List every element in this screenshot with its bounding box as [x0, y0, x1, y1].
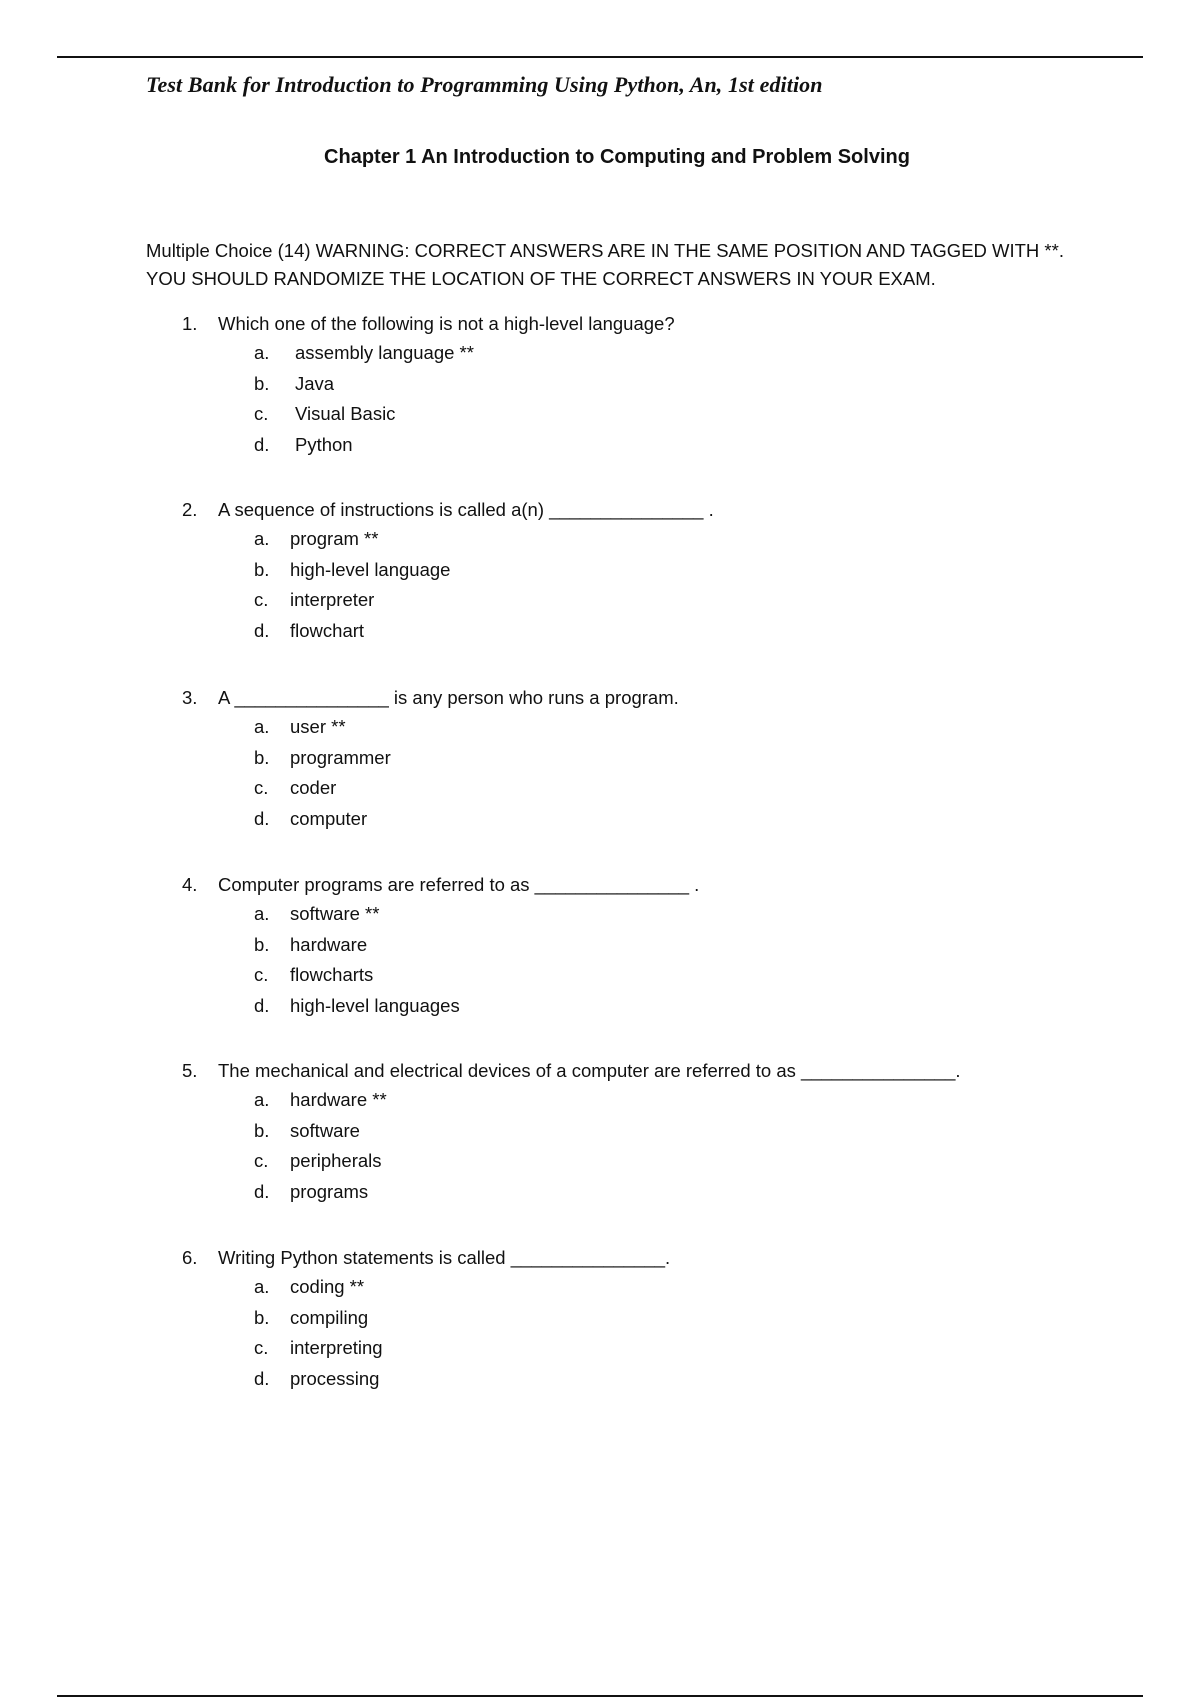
warning-line-1: Multiple Choice (14) WARNING: CORRECT ANSWERS ARE IN THE SAME POSITION AND TAGGED WITH **. [146, 240, 1064, 261]
question-number: 5. [182, 1060, 198, 1081]
question-number: 4. [182, 874, 198, 895]
warning-line-2: YOU SHOULD RANDOMIZE THE LOCATION OF THE CORRECT ANSWERS IN YOUR EXAM. [146, 268, 936, 289]
book-title: Test Bank for Introduction to Programming Using Python, An, 1st edition [146, 72, 823, 97]
question-text: The mechanical and electrical devices of a computer are referred to as _______________. [218, 1060, 961, 1081]
question-number: 2. [182, 499, 198, 520]
question-number: 6. [182, 1247, 198, 1268]
bottom-rule [57, 1695, 1143, 1697]
question-text: Writing Python statements is called _______________. [218, 1247, 671, 1268]
section-warning [146, 237, 1156, 293]
question-number: 3. [182, 687, 198, 708]
question-text: Computer programs are referred to as _______________ . [218, 874, 700, 895]
question-text: Which one of the following is not a high-level language? [218, 313, 675, 334]
question-number: 1. [182, 313, 198, 334]
question-text: A _______________ is any person who runs a program. [218, 687, 679, 708]
chapter-title: Chapter 1 An Introduction to Computing and Problem Solving [324, 146, 910, 168]
top-rule [57, 56, 1143, 58]
question-text: A sequence of instructions is called a(n) _______________ . [218, 499, 714, 520]
